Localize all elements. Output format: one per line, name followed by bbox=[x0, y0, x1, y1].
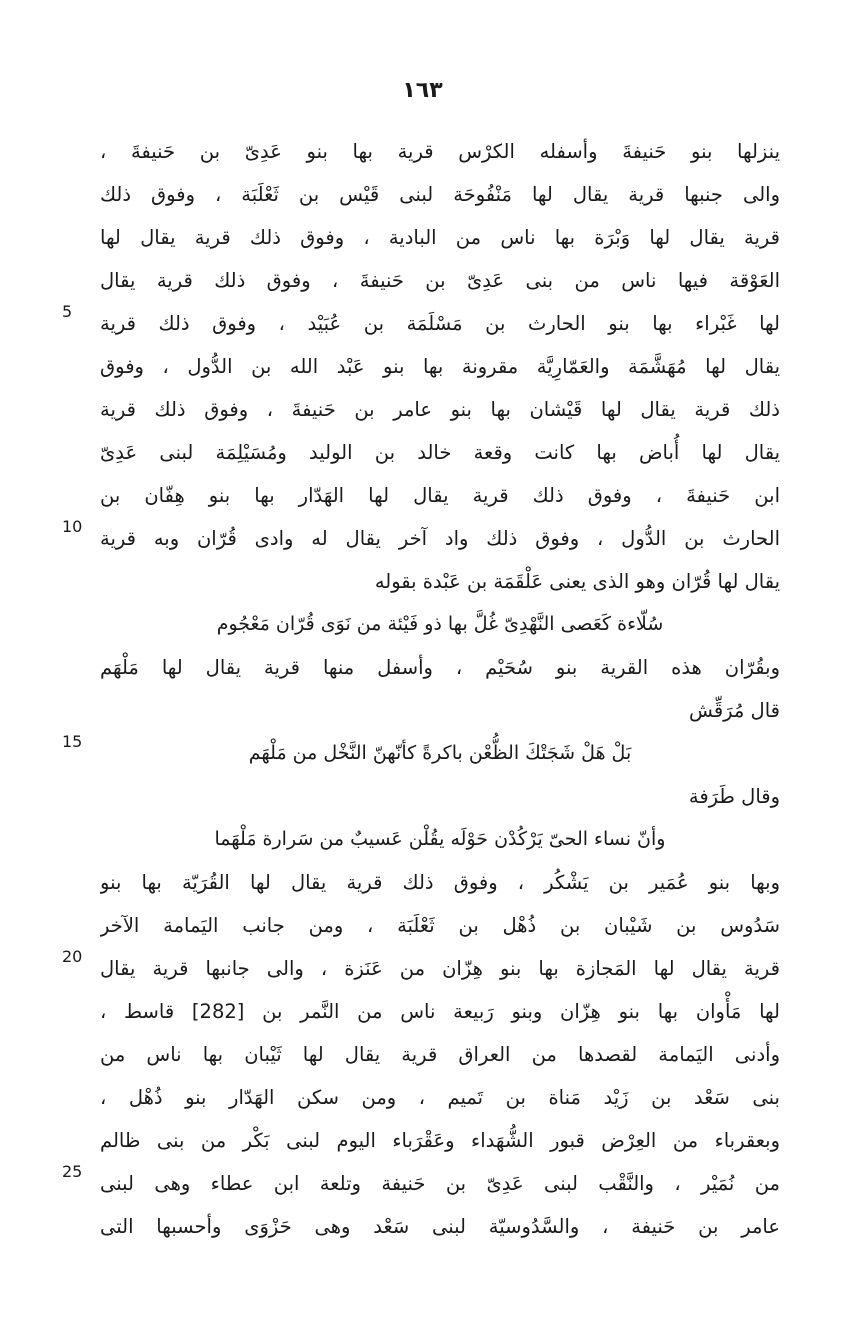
text-line: يقال لها قُرّان وهو الذى يعنى عَلْقَمَة بن عَبْدة بقوله bbox=[374, 570, 780, 593]
line-number: 15 bbox=[62, 732, 83, 751]
text-line: ينزلها بنو حَنيفةَ وأسفله الكرْس قرية بها بنو عَدِىّ بن حَنيفةَ ، bbox=[100, 140, 780, 163]
text-line: لها غَبْراء بها بنو الحارث بن مَسْلَمَة بن عُبَيْد ، وفوق ذلك قرية bbox=[100, 312, 780, 335]
text-line: وبها بنو عُمَير بن يَشْكُر ، وفوق ذلك قرية يقال لها القُرَيّة بها بنو bbox=[100, 871, 780, 894]
text-line: بنى سَعْد بن زَيْد مَناة بن تَميم ، ومن سكن الهَدّار بنو ذُهْل ، bbox=[100, 1086, 780, 1109]
text-line: لها مَأْوان بها بنو هِزّان وبنو رَبيعة ناس من النَّمر بن [282] قاسط ، bbox=[100, 1000, 780, 1023]
page-number: ١٦٣ bbox=[402, 78, 443, 103]
text-line: قرية يقال لها المَجازة بها بنو هِزّان من عَنَزة ، والى جانبها قرية يقال bbox=[100, 957, 780, 980]
text-line: وقال طَرَفة bbox=[688, 785, 780, 808]
text-line: وأدنى اليَمامة لقصدها من العراق قرية يقال لها ثَيْبان بها ناس من bbox=[100, 1043, 780, 1066]
line-number: 25 bbox=[62, 1162, 83, 1181]
line-number: 10 bbox=[62, 517, 83, 536]
verse-line: بَلْ هَلْ شَجَتْكَ الظُّعْن باكرةً كأنّهنّ النَّخْل من مَلْهَم bbox=[248, 742, 632, 764]
text-line: سَدُوس بن شَيْبان بن ذُهْل بن ثَعْلَبَة ، ومن جانب اليَمامة الآخر bbox=[100, 914, 780, 937]
text-line: يقال لها مُهَشَّمَة والعَمّارِيَّة مقرونة بها بنو عَبْد الله بن الدُّول ، وفوق bbox=[100, 355, 780, 378]
line-number: 20 bbox=[62, 947, 83, 966]
line-number: 5 bbox=[62, 302, 73, 321]
text-line: عامر بن حَنيفة ، والسَّدُوسيّة لبنى سَعْد وهى حَزْوَى وأحسبها التى bbox=[100, 1215, 780, 1238]
text-line: وبعقرباء من العِرْض قبور الشُّهَداء وعَقْرَباء اليوم لبنى بَكْر من بنى ظالم bbox=[100, 1129, 780, 1152]
text-line: العَوْقة فيها ناس من بنى عَدِىّ بن حَنيفةَ ، وفوق ذلك قرية يقال bbox=[100, 269, 780, 292]
verse-line: سُلّاءة كَعَصى النَّهْدِىّ غُلَّ بها ذو فَيْئة من نَوَى قُرّان مَعْجُوم bbox=[216, 613, 664, 635]
text-line: ابن حَنيفةَ ، وفوق ذلك قرية يقال لها الهَدّار بها بنو هِفّان بن bbox=[100, 484, 780, 507]
text-body bbox=[100, 130, 780, 1248]
text-line: يقال لها أُباض بها كانت وقعة خالد بن الوليد ومُسَيْلِمَة لبنى عَدِىّ bbox=[100, 441, 780, 464]
text-line: الحارث بن الدُّول ، وفوق ذلك واد آخر يقال له وادى قُرّان وبه قرية bbox=[100, 527, 780, 550]
text-line: قرية يقال لها وَبْرَة بها ناس من البادية ، وفوق ذلك قرية يقال لها bbox=[100, 226, 780, 249]
text-line: قال مُرَقِّش bbox=[688, 699, 780, 722]
text-line: ذلك قرية يقال لها قَيْشان بها بنو عامر بن حَنيفةَ ، وفوق ذلك قرية bbox=[100, 398, 780, 421]
verse-line: وأنّ نساء الحىّ يَرْكُدْن حَوْلَه يقُلْن عَسيبٌ من سَرارة مَلْهَما bbox=[214, 828, 666, 850]
text-line: من نُمَيْر ، والنَّقْب لبنى عَدِىّ بن حَنيفة وتلعة ابن عطاء وهى لبنى bbox=[100, 1172, 780, 1195]
text-line: وبقُرّان هذه القرية بنو سُحَيْم ، وأسفل منها قرية يقال لها مَلْهَم bbox=[100, 656, 780, 679]
text-line: والى جنبها قرية يقال لها مَنْفُوحَة لبنى قَيْس بن ثَعْلَبَة ، وفوق ذلك bbox=[100, 183, 780, 206]
